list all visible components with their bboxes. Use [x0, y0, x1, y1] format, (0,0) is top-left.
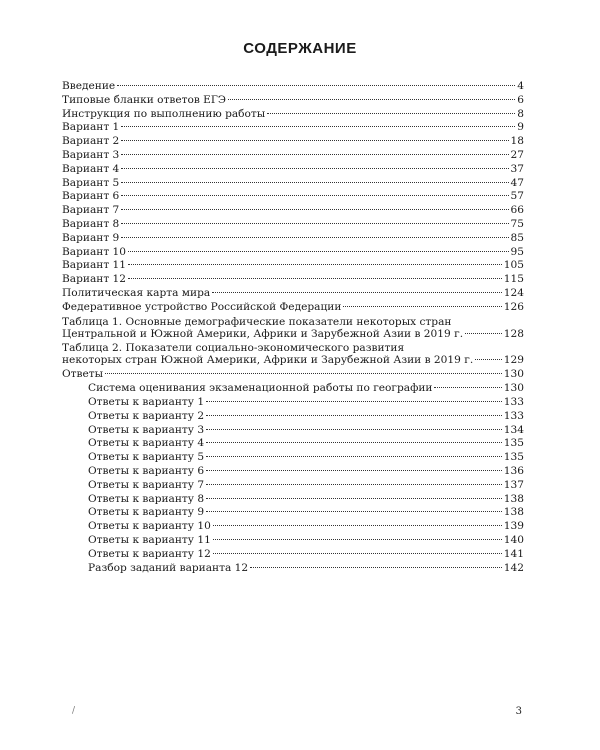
toc-entry: [62, 190, 524, 204]
toc-entry-title: Введение: [62, 80, 116, 92]
toc-entry-title: Система оценивания экзаменационной работы по географии: [88, 382, 433, 395]
dot-leader: [121, 195, 508, 196]
toc-entry: [62, 342, 524, 366]
dot-leader: [206, 456, 502, 457]
toc-entry-page: 27: [510, 148, 524, 161]
toc-subentry: [62, 382, 524, 396]
toc-entry-page: 47: [510, 176, 524, 189]
toc-entry-row: [62, 354, 524, 366]
dot-leader: [206, 429, 502, 430]
toc-entry: [62, 177, 524, 191]
toc-entry: [62, 259, 524, 273]
dot-leader: [121, 209, 508, 210]
toc-entry-page: 85: [510, 231, 524, 244]
table-of-contents: [62, 80, 524, 575]
toc-entry-title: Вариант 2: [62, 135, 120, 148]
toc-entry-page: 142: [503, 561, 524, 574]
toc-entry-page: 141: [503, 547, 524, 560]
toc-subentry: [62, 520, 524, 534]
toc-entry-title-line2: некоторых стран Южной Америки, Африки и Зарубежной Азии в 2019 г.: [62, 354, 474, 367]
toc-entry-page: 126: [503, 300, 524, 313]
toc-entry-page: 129: [503, 354, 524, 367]
toc-subentry: [62, 534, 524, 548]
toc-subentry: [62, 479, 524, 493]
toc-entry-page: 75: [510, 217, 524, 230]
toc-entry-page: 9: [517, 121, 524, 134]
toc-entry-page: 139: [503, 520, 524, 533]
toc-entry-title: Вариант 5: [62, 176, 120, 189]
dot-leader: [434, 387, 501, 388]
toc-entry-title: Вариант 6: [62, 190, 120, 203]
toc-entry-title: Вариант 9: [62, 231, 120, 244]
page-number: 3: [515, 706, 522, 717]
toc-entry-page: 124: [503, 286, 524, 299]
dot-leader: [128, 264, 502, 265]
toc-entry-title: Ответы к варианту 4: [88, 437, 205, 450]
toc-entry-page: 140: [503, 533, 524, 546]
toc-entry-title: Ответы к варианту 12: [88, 547, 211, 560]
toc-entry-title: Ответы: [62, 368, 104, 381]
dot-leader: [121, 237, 508, 238]
toc-entry-title: Инструкция по выполнению работы: [62, 107, 266, 120]
toc-entry-page: 135: [503, 451, 524, 464]
toc-subentry: [62, 562, 524, 576]
toc-entry-page: 137: [503, 478, 524, 491]
toc-entry-title: Ответы к варианту 6: [88, 464, 205, 477]
toc-entry: [62, 287, 524, 301]
toc-entry: [62, 163, 524, 177]
toc-entry: [62, 80, 524, 94]
dot-leader: [128, 251, 508, 252]
toc-entry-title: Ответы к варианту 2: [88, 409, 205, 422]
scan-mark: /: [72, 706, 76, 716]
toc-entry-title: Разбор заданий варианта 12: [88, 561, 249, 574]
toc-subentry: [62, 465, 524, 479]
dot-leader: [475, 359, 502, 360]
dot-leader: [206, 498, 502, 499]
dot-leader: [465, 333, 502, 334]
toc-entry-title: Ответы к варианту 7: [88, 478, 205, 491]
toc-entry-page: 4: [517, 80, 524, 92]
toc-entry: [62, 273, 524, 287]
toc-entry-title: Типовые бланки ответов ЕГЭ: [62, 93, 227, 106]
toc-entry-title-line1: Таблица 2. Показатели социально-экономического развития: [62, 341, 405, 354]
toc-entry: [62, 204, 524, 218]
toc-entry-page: 18: [510, 135, 524, 148]
dot-leader: [121, 140, 508, 141]
toc-subentry: [62, 410, 524, 424]
dot-leader: [128, 278, 502, 279]
toc-entry: [62, 232, 524, 246]
toc-entry-title: Вариант 1: [62, 121, 120, 134]
toc-entry: [62, 135, 524, 149]
dot-leader: [206, 442, 502, 443]
toc-entry: [62, 368, 524, 382]
dot-leader: [206, 511, 502, 512]
toc-entry-title: Ответы к варианту 9: [88, 506, 205, 519]
dot-leader: [206, 401, 502, 402]
toc-entry: [62, 301, 524, 315]
dot-leader: [213, 525, 502, 526]
dot-leader: [250, 567, 502, 568]
toc-entry-title: Федеративное устройство Российской Федерации: [62, 300, 342, 313]
toc-subentry: [62, 424, 524, 438]
toc-entry-page: 6: [517, 93, 524, 106]
toc-entry: [62, 121, 524, 135]
toc-subentry: [62, 451, 524, 465]
dot-leader: [343, 306, 501, 307]
toc-entry-title: Ответы к варианту 5: [88, 451, 205, 464]
dot-leader: [206, 415, 502, 416]
toc-entry-page: 37: [510, 162, 524, 175]
dot-leader: [212, 292, 502, 293]
toc-entry-page: 130: [503, 382, 524, 395]
toc-entry-row: [62, 328, 524, 340]
toc-subentry: [62, 548, 524, 562]
toc-entry-title-line2: Центральной и Южной Америки, Африки и Зарубежной Азии в 2019 г.: [62, 327, 464, 340]
toc-entry-title: Вариант 3: [62, 148, 120, 161]
toc-entry-title: Вариант 4: [62, 162, 120, 175]
toc-entry-page: 128: [503, 327, 524, 340]
toc-entry-page: 136: [503, 464, 524, 477]
toc-entry-page: 66: [510, 204, 524, 217]
toc-entry-title: Вариант 10: [62, 245, 127, 258]
dot-leader: [117, 85, 515, 86]
dot-leader: [121, 126, 515, 127]
page-title: СОДЕРЖАНИЕ: [243, 40, 357, 57]
dot-leader: [121, 182, 508, 183]
toc-entry-title: Вариант 8: [62, 217, 120, 230]
toc-entry-title: Вариант 11: [62, 259, 127, 272]
toc-entry-title: Вариант 12: [62, 273, 127, 286]
dot-leader: [105, 373, 502, 374]
toc-entry: [62, 94, 524, 108]
toc-entry-title: Ответы к варианту 11: [88, 533, 211, 546]
dot-leader: [228, 99, 515, 100]
dot-leader: [121, 154, 508, 155]
dot-leader: [121, 223, 508, 224]
toc-entry-page: 138: [503, 506, 524, 519]
toc-entry-page: 8: [517, 107, 524, 120]
toc-entry: [62, 246, 524, 260]
dot-leader: [213, 539, 502, 540]
toc-entry-page: 105: [503, 259, 524, 272]
toc-entry-page: 135: [503, 437, 524, 450]
toc-entry: [62, 108, 524, 122]
toc-entry-page: 130: [503, 368, 524, 381]
toc-subentry: [62, 493, 524, 507]
toc-entry: [62, 316, 524, 340]
toc-entry-title: Ответы к варианту 3: [88, 423, 205, 436]
toc-entry-title: Ответы к варианту 1: [88, 395, 205, 408]
toc-subentry: [62, 437, 524, 451]
toc-entry-page: 115: [503, 273, 524, 286]
toc-entry-title: Политическая карта мира: [62, 286, 211, 299]
dot-leader: [206, 484, 502, 485]
toc-entry-title-line1: Таблица 1. Основные демографические показатели некоторых стран: [62, 315, 452, 328]
toc-entry-page: 57: [510, 190, 524, 203]
dot-leader: [267, 113, 515, 114]
dot-leader: [121, 168, 508, 169]
toc-entry-title: Ответы к варианту 8: [88, 492, 205, 505]
toc-entry-page: 133: [503, 395, 524, 408]
toc-entry-page: 133: [503, 409, 524, 422]
dot-leader: [206, 470, 502, 471]
toc-entry: [62, 149, 524, 163]
toc-subentry: [62, 396, 524, 410]
toc-entry-page: 95: [510, 245, 524, 258]
dot-leader: [213, 553, 502, 554]
toc-entry-page: 138: [503, 492, 524, 505]
toc-subentry: [62, 506, 524, 520]
toc-entry: [62, 218, 524, 232]
toc-entry-title: Вариант 7: [62, 204, 120, 217]
toc-entry-title: Ответы к варианту 10: [88, 520, 211, 533]
toc-entry-page: 134: [503, 423, 524, 436]
